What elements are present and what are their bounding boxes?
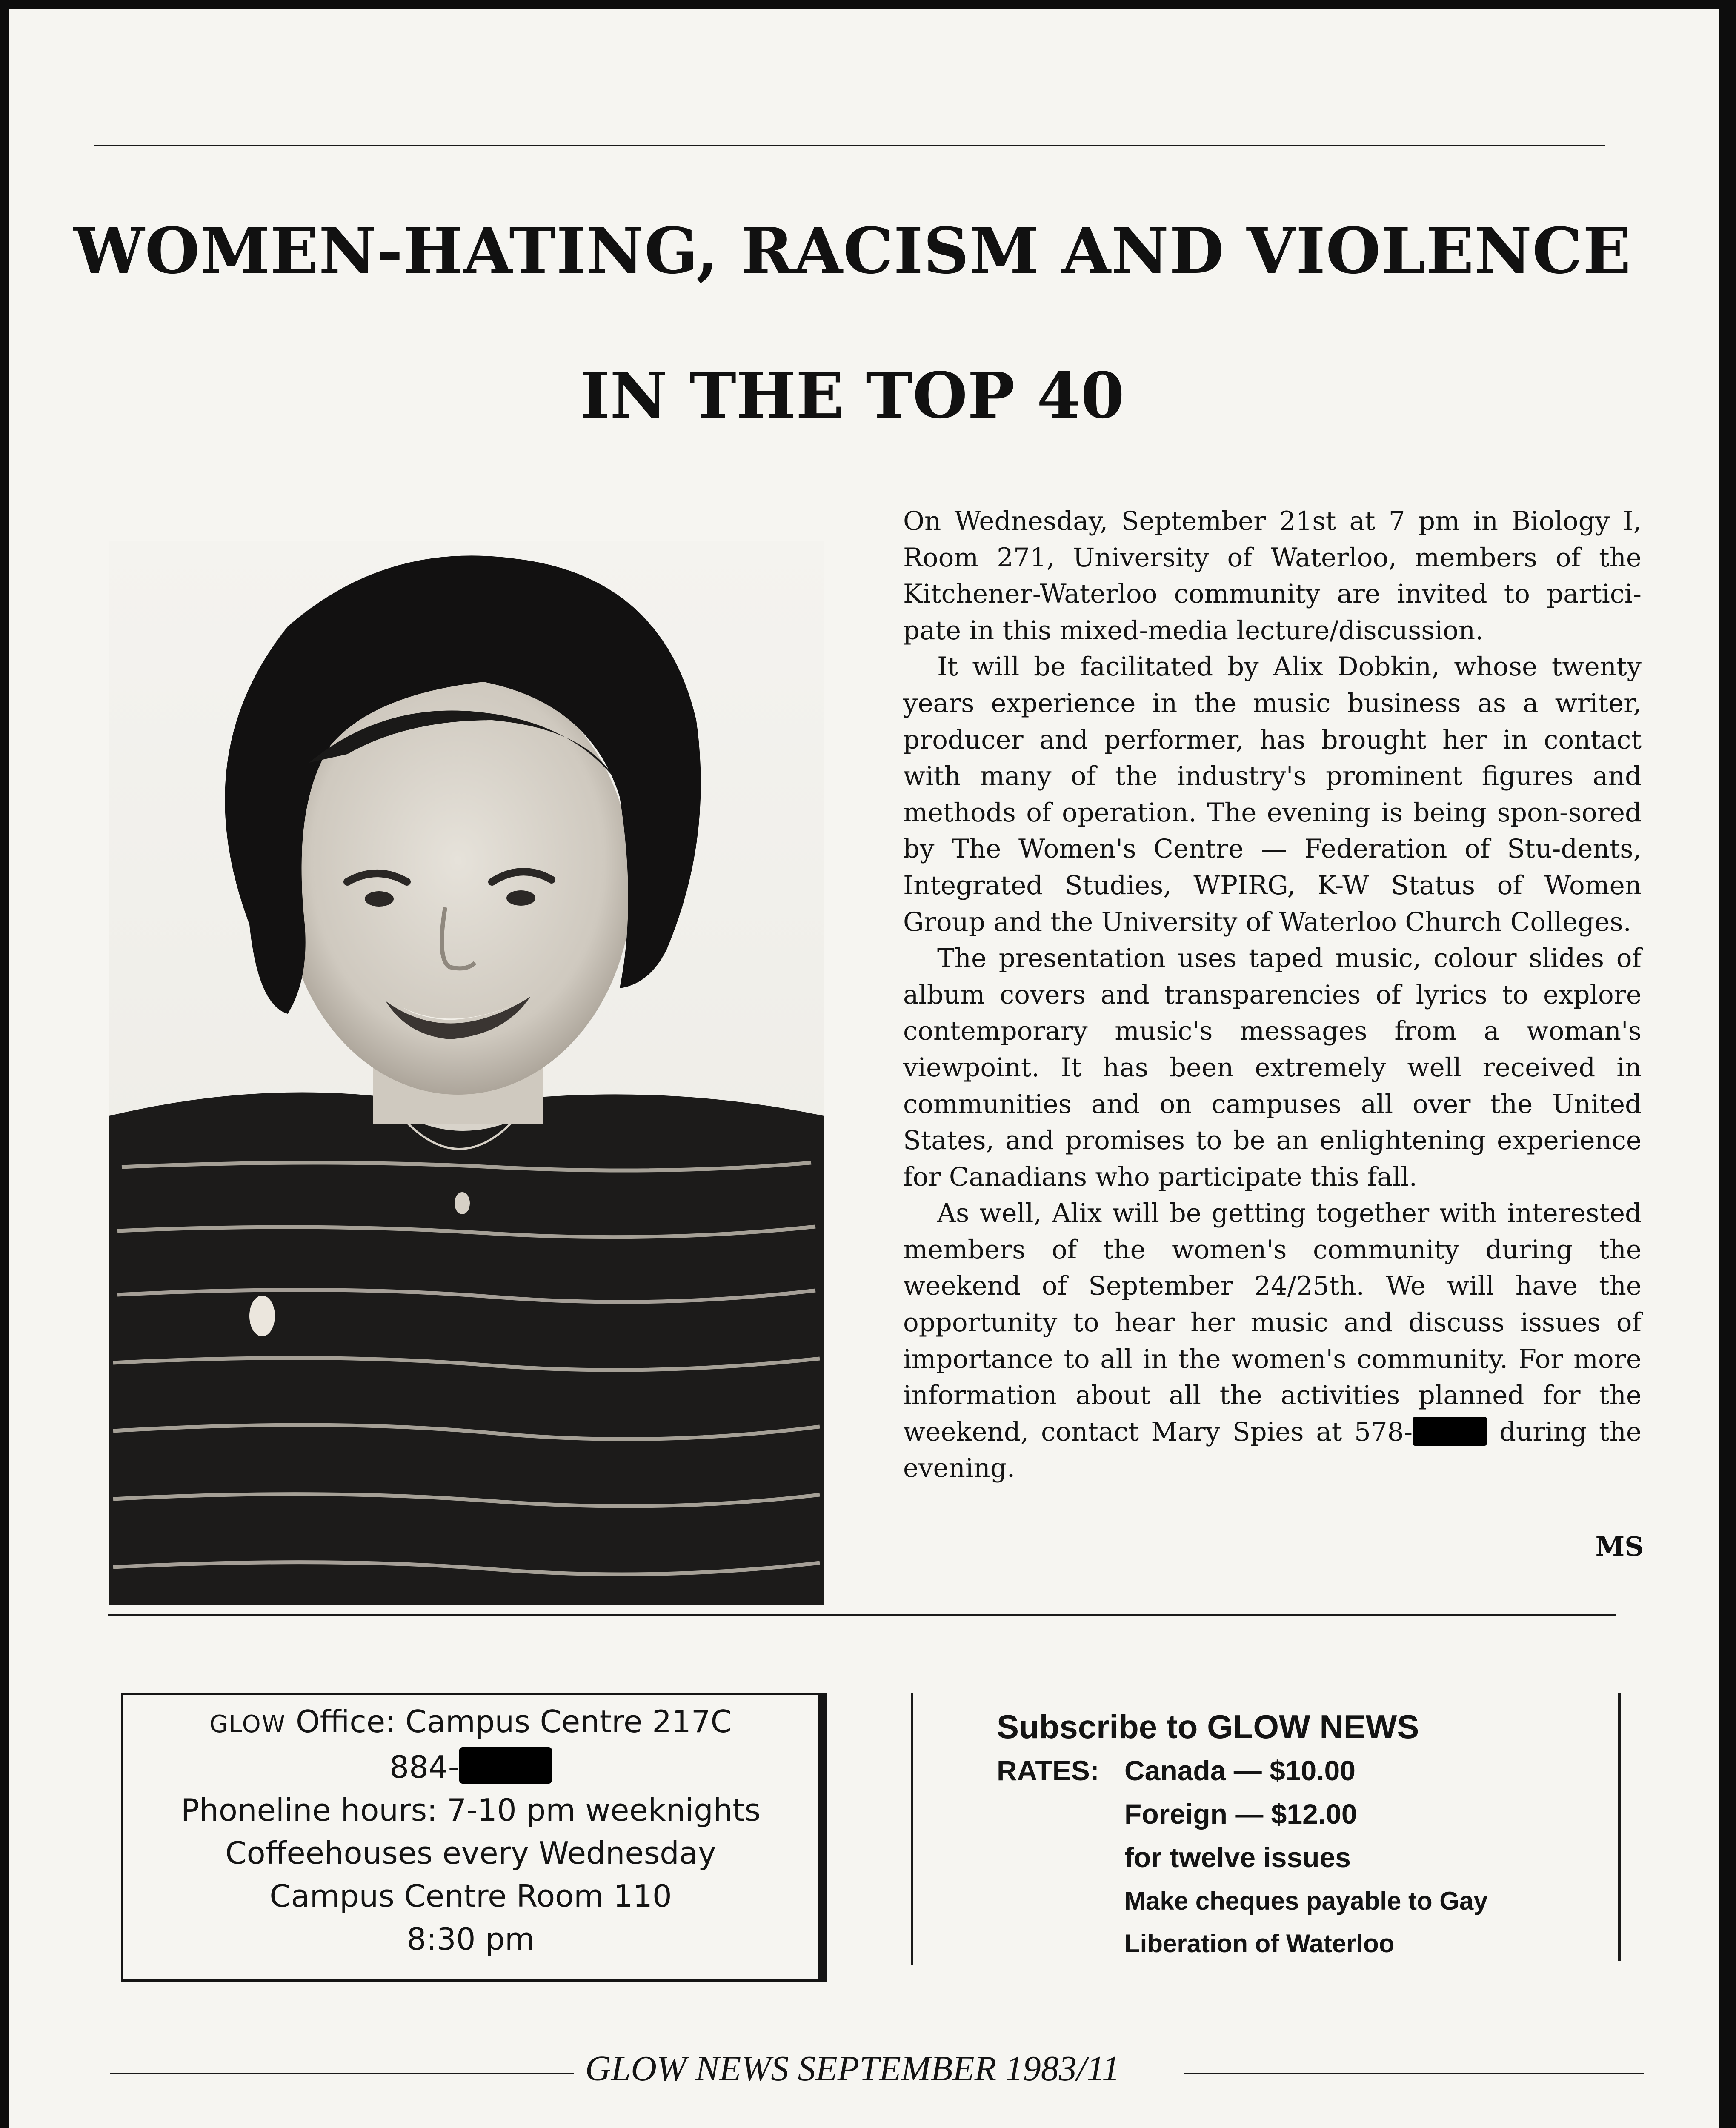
footer-issue-line: GLOW NEWS SEPTEMBER 1983/11 [585, 2049, 1120, 2088]
article-paragraph-1: On Wednesday, September 21st at 7 pm in Biology I, Room 271, University of Waterloo, members of the Kitchener-Waterloo community are invited to partici-pate in this mixed-media lecture/discussion. [903, 506, 1642, 646]
middle-rule [108, 1614, 1616, 1616]
phone-prefix: 884- [389, 1749, 459, 1785]
article-paragraph-4 [903, 1195, 1642, 1487]
article-paragraph-2: It will be facilitated by Alix Dobkin, whose twenty years experience in the music business as a writer, producer and performer, has brought her in contact with many of the industry's prominent figures and methods of operation. The evening is being spon-sored by The Women's Centre — Federation of Stu-dents, Integrated Studies, WPIRG, K-W Status of Women Group and the University of Waterloo Church Colleges. [903, 652, 1642, 937]
headline-line-2: IN THE TOP 40 [580, 358, 1125, 432]
room-line: Campus Centre Room 110 [269, 1878, 672, 1914]
rate-issues: for twelve issues [1124, 1842, 1351, 1873]
rates-label: RATES: [997, 1755, 1099, 1786]
top-rule [94, 145, 1605, 146]
redacted-phone-number [1413, 1417, 1487, 1446]
article-body [903, 503, 1642, 1487]
coffeehouses-line: Coffeehouses every Wednesday [225, 1835, 716, 1871]
office-line [123, 1700, 818, 1746]
author-initials: MS [1595, 1531, 1644, 1562]
article-paragraph-4-text: As well, Alix will be getting together with interested members of the women's community during the weekend of September 24/25th. We will have the opportunity to hear her music and discuss issues of importance to all in the women's community. For more information about all the activities planned for the weekend, contact Mary Spies at 578- [903, 1198, 1642, 1447]
cheques-note: Make cheques payable to Gay [1124, 1887, 1488, 1915]
newsletter-page [9, 9, 1719, 2128]
glow-office-box [121, 1693, 827, 1982]
office-label: GLOW [209, 1710, 286, 1738]
article-paragraph-3: The presentation uses taped music, colour slides of album covers and transparencies of lyrics to explore contemporary music's messages from a woman's viewpoint. It has been extremely well received in communities and on campuses all over the United States, and promises to be an enlightening experience for Canadians who participate this fall. [903, 943, 1642, 1192]
redacted-office-phone [459, 1747, 552, 1784]
time-line: 8:30 pm [406, 1921, 535, 1957]
headline-line-1: WOMEN-HATING, RACISM AND VIOLENCE [74, 214, 1631, 288]
portrait-photo [109, 541, 824, 1605]
cheques-payee: Liberation of Waterloo [1124, 1929, 1395, 1958]
phoneline-hours: Phoneline hours: 7-10 pm weeknights [180, 1792, 761, 1828]
office-text: Office: Campus Centre 217C [286, 1704, 732, 1739]
subscribe-left-rule [911, 1693, 913, 1965]
subscribe-title: Subscribe to GLOW NEWS [997, 1708, 1419, 1745]
rate-canada: Canada — $10.00 [1124, 1755, 1356, 1786]
subscribe-right-rule [1618, 1693, 1621, 1961]
footer-rule-right [1184, 2073, 1644, 2074]
phone-line [123, 1746, 818, 1789]
article-paragraph-4-end: during the evening. [903, 1416, 1642, 1484]
rate-foreign: Foreign — $12.00 [1124, 1798, 1357, 1830]
